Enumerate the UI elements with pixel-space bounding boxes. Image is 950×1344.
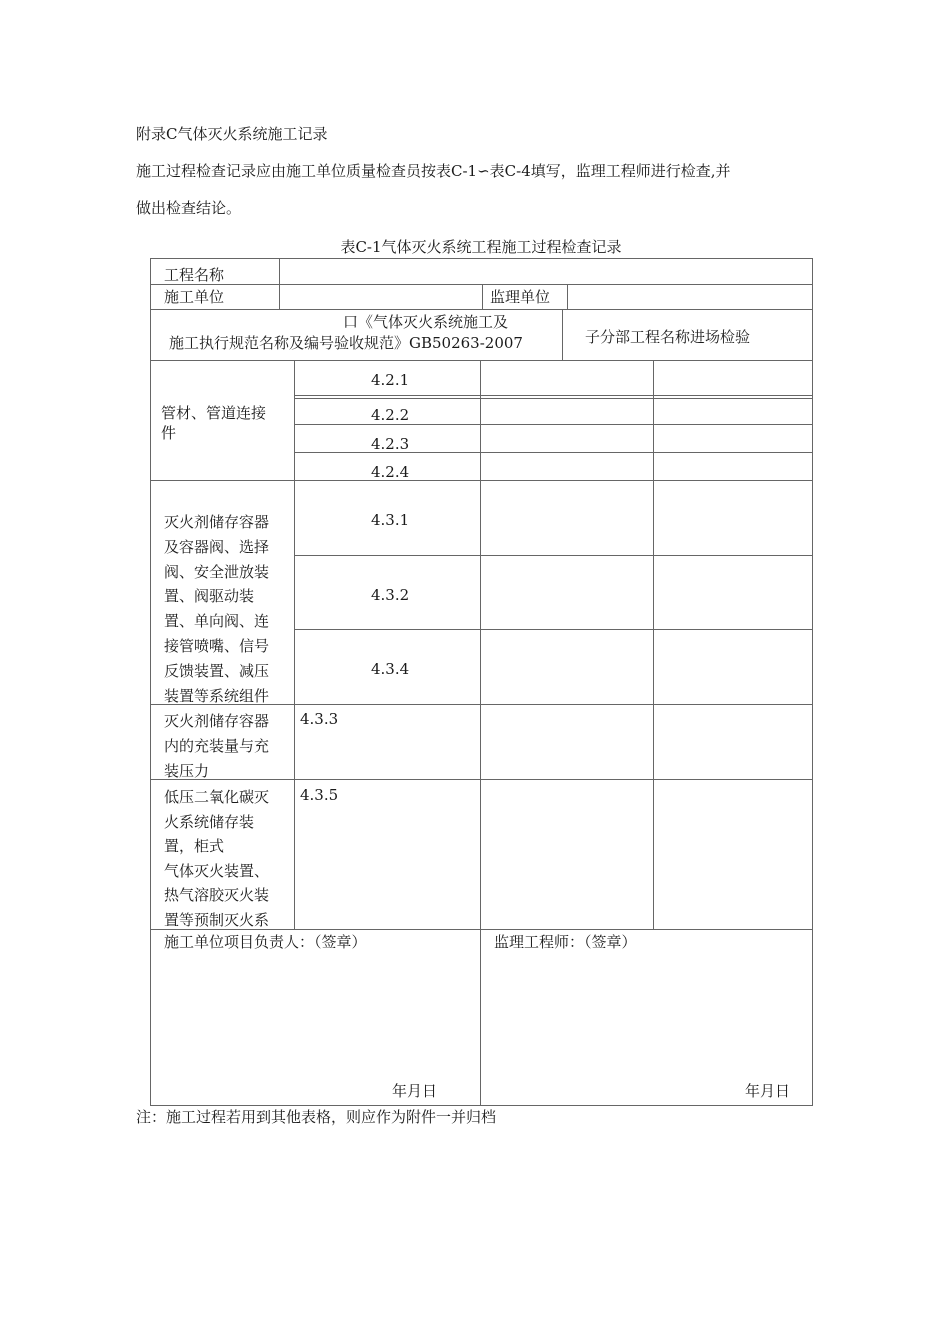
group-co2-label bbox=[164, 785, 292, 932]
group-label-line: 装置等系统组件 bbox=[164, 686, 270, 705]
construction-unit-label: 施工单位 bbox=[164, 288, 225, 306]
clause-cell: 4.2.4 bbox=[371, 463, 410, 481]
supervisor-signature-label: 监理工程师：（签章） bbox=[494, 933, 637, 951]
group-label-line: 置，柜式 bbox=[164, 837, 225, 855]
contractor-date: 年月日 bbox=[392, 1082, 438, 1100]
group-label-line: 气体灭火装置、 bbox=[164, 861, 270, 880]
group-label-line: 置、阀驱动装 bbox=[164, 587, 255, 606]
group-label-line: 件 bbox=[161, 424, 177, 442]
group-containers-label bbox=[164, 510, 292, 708]
group-fill-label bbox=[164, 709, 292, 783]
contractor-signature-label: 施工单位项目负责人：（签章） bbox=[164, 933, 367, 951]
appendix-title: 附录C气体灭火系统施工记录 bbox=[136, 125, 328, 143]
group-label-line: 灭火剂储存容器 bbox=[164, 513, 270, 531]
clause-cell: 4.2.1 bbox=[371, 371, 410, 389]
group-label-line: 管材、管道连接 bbox=[161, 404, 267, 422]
supervisor-date: 年月日 bbox=[745, 1082, 791, 1100]
footer-note: 注：施工过程若用到其他表格，则应作为附件一并归档 bbox=[136, 1108, 497, 1126]
group-pipes-label bbox=[161, 403, 291, 443]
group-label-line: 阀、安全泄放装 bbox=[164, 562, 270, 581]
clause-cell: 4.3.5 bbox=[300, 786, 339, 804]
clause-cell: 4.2.3 bbox=[371, 435, 410, 453]
group-label-line: 火系统储存装 bbox=[164, 812, 255, 831]
group-label-line: 置、单向阀、连 bbox=[164, 612, 270, 631]
group-label-line: 低压二氧化碳灭 bbox=[164, 788, 270, 806]
group-label-line: 置等预制灭火系 bbox=[164, 910, 270, 929]
intro-line-1: 施工过程检查记录应由施工单位质量检查员按表C-1∽表C-4填写，监理工程师进行检查,并 bbox=[136, 162, 731, 180]
clause-cell: 4.3.3 bbox=[300, 710, 339, 728]
project-name-label: 工程名称 bbox=[164, 266, 225, 284]
table-caption: 表C-1气体灭火系统工程施工过程检查记录 bbox=[340, 238, 622, 256]
group-label-line: 热气溶胶灭火装 bbox=[164, 886, 270, 904]
spec-line-2: 施工执行规范名称及编号验收规范》GB50263-2007 bbox=[169, 334, 523, 352]
group-label-line: 装压力 bbox=[164, 761, 210, 780]
supervision-unit-label: 监理单位 bbox=[490, 288, 551, 306]
clause-cell: 4.2.2 bbox=[371, 406, 410, 424]
spec-line-1: 口《气体灭火系统施工及 bbox=[343, 313, 509, 331]
subdivision-label: 子分部工程名称进场检验 bbox=[585, 328, 751, 346]
clause-cell: 4.3.1 bbox=[371, 511, 410, 529]
clause-cell: 4.3.2 bbox=[371, 586, 410, 604]
group-label-line: 反馈装置、减压 bbox=[164, 661, 270, 680]
group-label-line: 灭火剂储存容器 bbox=[164, 712, 270, 730]
group-label-line: 及容器阀、选择 bbox=[164, 537, 270, 556]
clause-cell: 4.3.4 bbox=[371, 660, 410, 678]
group-label-line: 接管喷嘴、信号 bbox=[164, 636, 270, 655]
intro-line-2: 做出检查结论。 bbox=[136, 199, 242, 217]
group-label-line: 内的充装量与充 bbox=[164, 736, 270, 755]
